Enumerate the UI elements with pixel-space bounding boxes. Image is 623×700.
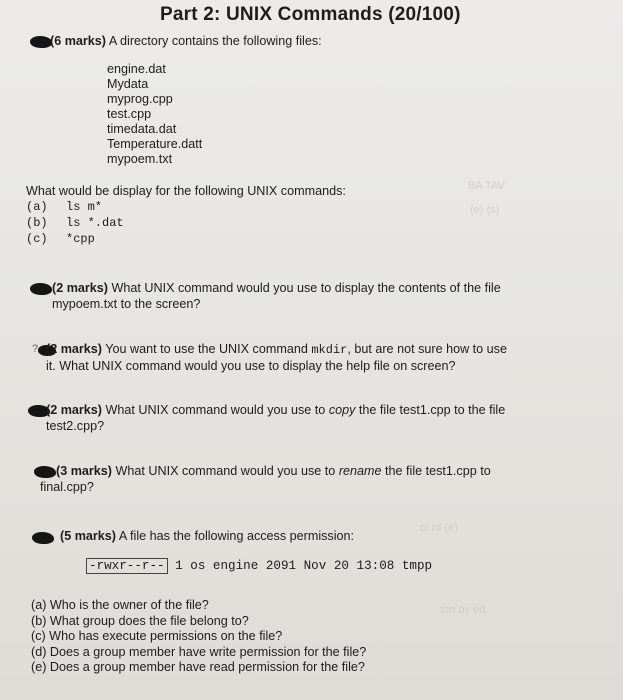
q2-line1: What UNIX command would you use to display the contents of the file [111,281,501,295]
q4-marks: (2 marks) [46,403,103,417]
command-row [26,215,124,231]
bleed-through-text: BA TAV [468,180,505,192]
file-item: timedata.dat [107,122,177,136]
sub-question: (c) Who has execute permissions on the file? [31,629,283,643]
file-item: test.cpp [107,107,152,121]
file-list [107,62,202,167]
command-row [26,231,124,247]
q2-line2: mypoem.txt to the screen? [52,297,201,311]
q4-line1-pre: What UNIX command would you use to [105,403,326,417]
q3-line1-pre: You want to use the UNIX command [105,342,308,356]
question-6 [60,528,354,544]
q4-line2: test2.cpp? [46,419,105,433]
q5-line2: final.cpp? [40,480,94,494]
bleed-through-text: ol rd (e) [420,522,458,534]
q1-question: What would be display for the following UNIX commands: [26,184,346,198]
question-5 [40,463,491,495]
permission-line [86,558,432,574]
sub-question: (a) Who is the owner of the file? [31,598,209,612]
redaction-mark [32,532,54,544]
q5-line1-post: the file test1.cpp to [385,464,491,478]
command-text: ls m* [66,200,103,214]
q3-line1-post: , but are not sure how to use [347,342,507,356]
sub-question-list [31,598,366,676]
q3-mark-note: ? [32,343,39,355]
command-text: ls *.dat [66,216,124,230]
q6-marks: (5 marks) [60,529,117,543]
command-label: (b) [26,216,48,230]
command-list [26,199,124,247]
q6-text: A file has the following access permission: [118,529,355,543]
q1-marks: (6 marks) [50,34,107,48]
q4-line1-post: the file test1.cpp to the file [358,403,506,417]
q5-emphasis: rename [338,464,382,478]
q3-marks: (2 marks) [46,342,103,356]
file-item: myprog.cpp [107,92,173,106]
command-row [26,199,124,215]
sub-question: (d) Does a group member have write permission for the file? [31,644,367,659]
permission-string: -rwxr--r-- [86,558,168,574]
q4-emphasis: copy [328,403,356,417]
sub-question: (e) Does a group member have read permission for the file? [31,660,365,674]
sub-question: (b) What group does the file belong to? [31,613,249,628]
question-4 [46,402,505,434]
file-item: Mydata [107,77,149,91]
redaction-mark [30,36,52,48]
q3-line2: it. What UNIX command would you use to display the help file on screen? [46,359,456,373]
question-1 [50,33,322,49]
question-3 [46,341,507,374]
q2-marks: (2 marks) [52,281,109,295]
redaction-mark [30,283,52,295]
question-2 [52,280,501,312]
command-text: *cpp [66,232,95,246]
command-label: (c) [26,232,48,246]
q1-text: A directory contains the following files: [108,34,322,48]
bleed-through-text: ton ov ed [440,604,486,616]
page-title: Part 2: UNIX Commands (20/100) [160,4,461,25]
file-item: Temperature.datt [107,137,203,151]
bleed-through-text: (e) (s) [470,204,500,216]
q3-command: mkdir [311,343,348,357]
permission-details: 1 os engine 2091 Nov 20 13:08 tmpp [175,559,433,573]
q5-marks: (3 marks) [56,464,113,478]
file-item: mypoem.txt [107,152,173,166]
file-item: engine.dat [107,62,166,76]
command-label: (a) [26,200,48,214]
q5-line1-pre: What UNIX command would you use to [115,464,336,478]
